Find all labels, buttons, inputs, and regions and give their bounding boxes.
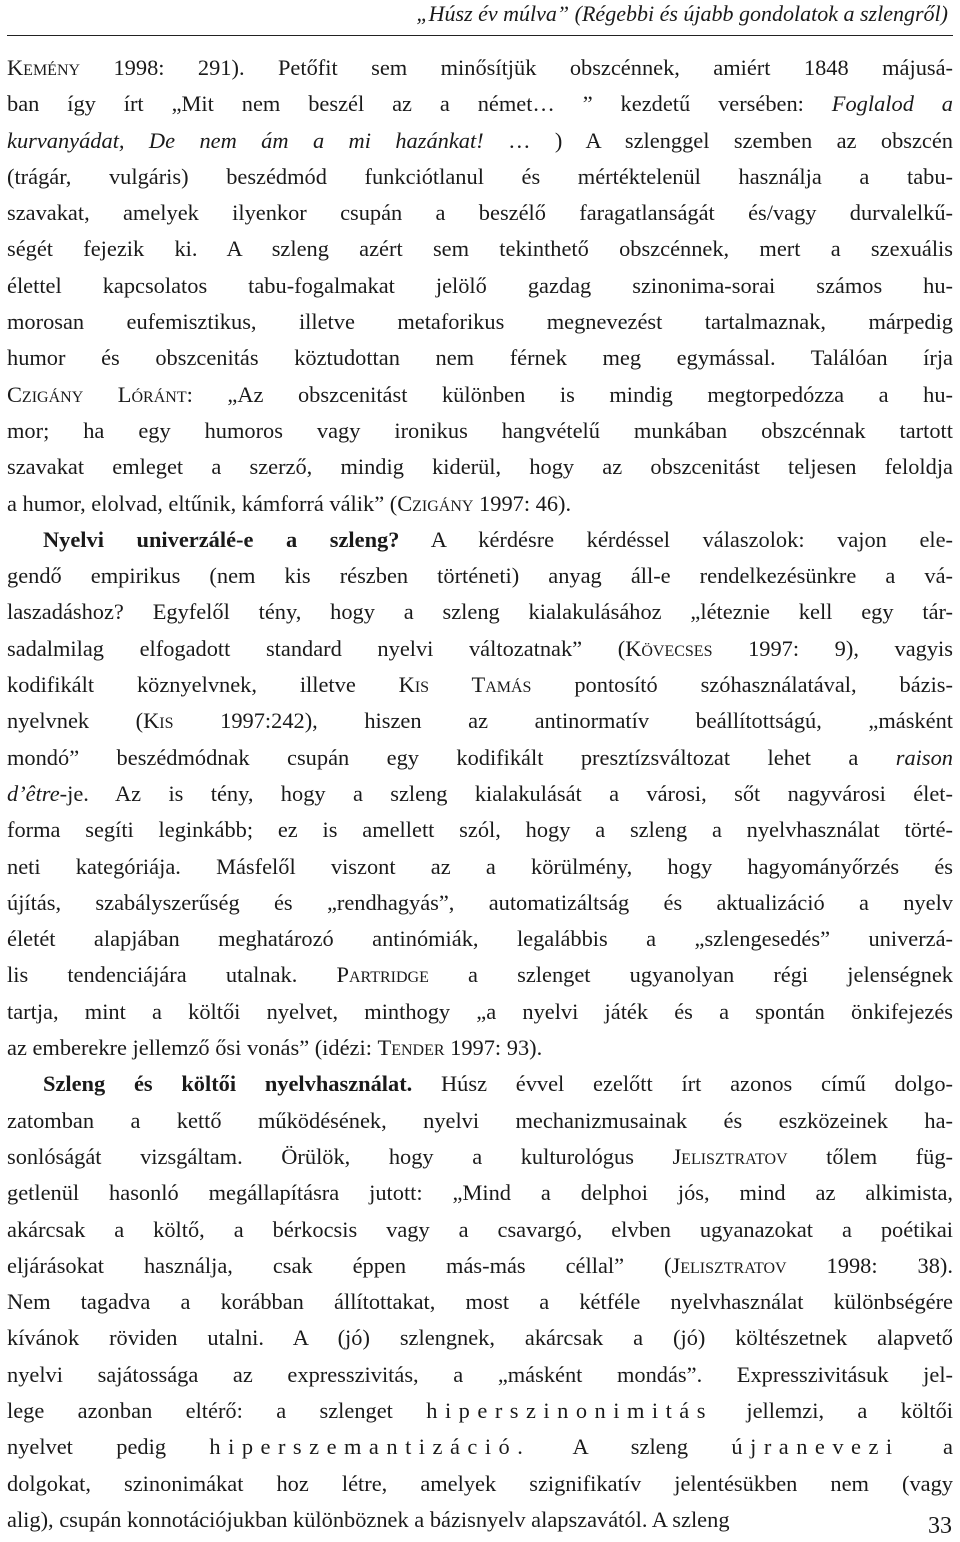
text-line: dolgokat, szinonimákat hoz létre, amelyek szignifikatív jelentésükben nem (vagy bbox=[7, 1470, 953, 1496]
text-line: mondó” beszédmódnak csupán egy kodifikált presztízsváltozat lehet a raison bbox=[7, 744, 953, 770]
text-line: lege azonban eltérő: a szlenget hiperszinonimitás jellemzi, a költői bbox=[7, 1397, 953, 1423]
text-line: Czigány Lóránt: „Az obszcenitást különben is mindig megtorpedózza a hu- bbox=[7, 381, 953, 407]
text-line: Nem tagadva a korábban állítottakat, most a kétféle nyelvhasználat különbségére bbox=[7, 1289, 953, 1315]
text-line: eljárásokat használja, csak éppen más-más céllal” (Jelisztratov 1998: 38). bbox=[7, 1252, 953, 1278]
text-line: lis tendenciájára utalnak. Partridge a szlenget ugyanolyan régi jelenségnek bbox=[7, 962, 953, 988]
text-line: ségét fejezik ki. A szleng azért sem tekinthető obszcénnek, mert a szexuális bbox=[7, 236, 953, 262]
text-line: tartja, mint a költői nyelvet, minthogy „a nyelvi játék és a spontán önkifejezés bbox=[7, 998, 953, 1024]
text-line: gendő empirikus (nem kis részben történeti) anyag áll-e rendelkezésünkre a vá- bbox=[7, 563, 953, 589]
text-line: alig), csupán konnotációjukban különböznek a bázisnyelv alapszavától. A szleng bbox=[7, 1506, 730, 1532]
text-line: sadalmilag elfogadott standard nyelvi változatnak” (Kövecses 1997: 9), vagyis bbox=[7, 635, 953, 661]
header-divider bbox=[7, 35, 953, 36]
text-line: d’être-je. Az is tény, hogy a szleng kialakulását a városi, sőt nagyvárosi élet- bbox=[7, 780, 953, 806]
text-line: újítás, szabályszerűség és „rendhagyás”, automatizáltság és aktualizáció a nyelv bbox=[7, 889, 953, 915]
text-line: forma segíti leginkább; ez is amellett szól, hogy a szleng a nyelvhasználat törté- bbox=[7, 817, 953, 843]
text-line: ban így írt „Mit nem beszél az a német… ” kezdetű versében: Foglalod a bbox=[7, 91, 953, 117]
text-line: nyelvnek (Kis 1997:242), hiszen az antinormatív beállítottságú, „másként bbox=[7, 708, 953, 734]
text-line: kívánok röviden utalni. A (jó) szlengnek, akárcsak a (jó) költészetnek alapvető bbox=[7, 1325, 953, 1351]
text-line: a humor, elolvad, eltűnik, kámforrá válik” (Czigány 1997: 46). bbox=[7, 490, 572, 516]
text-line: neti kategóriája. Másfelől viszont az a körülmény, hogy hagyományőrzés és bbox=[7, 853, 953, 879]
text-line: akárcsak a költő, a bérkocsis vagy a csavargó, elvben ugyanazokat a poétikai bbox=[7, 1216, 953, 1242]
text-line: nyelvet pedig hiperszemantizáció. A szleng újranevezi a bbox=[7, 1434, 953, 1460]
text-line: kodifikált köznyelvnek, illetve Kis Tamás pontosító szóhasználatával, bázis- bbox=[7, 672, 953, 698]
text-line: kurvanyádat, De nem ám a mi hazánkat! … ) A szlenggel szemben az obszcén bbox=[7, 127, 953, 153]
running-header: „Húsz év múlva” (Régebbi és újabb gondolatok a szlengről) bbox=[416, 1, 948, 26]
text-line: nyelvi sajátossága az expresszivitás, a „másként mondás”. Expresszivitásuk jel- bbox=[7, 1361, 953, 1387]
text-line: humor és obszcenitás köztudottan nem férnek meg egymással. Találóan írja bbox=[7, 345, 953, 371]
text-line: getlenül hasonló megállapításra jutott: „Mind a delphoi jós, mind az alkimista, bbox=[7, 1180, 953, 1206]
text-line: morosan eufemisztikus, illetve metaforikus megnevezést tartalmaznak, márpedig bbox=[7, 309, 953, 335]
text-line: Nyelvi univerzálé-e a szleng? A kérdésre kérdéssel válaszolok: vajon ele- bbox=[43, 526, 953, 552]
text-line: az emberekre jellemző ősi vonás” (idézi: Tender 1997: 93). bbox=[7, 1035, 543, 1061]
text-line: szavakat emleget a szerző, mindig kiderül, hogy az obszcenitást teljesen feloldja bbox=[7, 454, 953, 480]
body-text bbox=[7, 50, 953, 1538]
text-line: életét alapjában meghatározó antinómiák, legalábbis a „szlengesedés” univerzá- bbox=[7, 926, 953, 952]
text-line: (trágár, vulgáris) beszédmód funkciótlanul és mértéktelenül használja a tabu- bbox=[7, 163, 953, 189]
text-line: sonlóságát vizsgáltam. Örülök, hogy a kulturológus Jelisztratov tőlem füg- bbox=[7, 1143, 953, 1169]
page-number: 33 bbox=[928, 1513, 952, 1539]
text-line: Szleng és költői nyelvhasználat. Húsz évvel ezelőtt írt azonos című dolgo- bbox=[43, 1071, 953, 1097]
text-line: zatomban a kettő működésének, nyelvi mechanizmusainak és eszközeinek ha- bbox=[7, 1107, 953, 1133]
text-line: szavakat, amelyek ilyenkor csupán a beszélő faragatlanságát és/vagy durvalelkű- bbox=[7, 200, 953, 226]
text-line: laszadáshoz? Egyfelől tény, hogy a szleng kialakulásához „léteznie kell egy tár- bbox=[7, 599, 953, 625]
text-line: élettel kapcsolatos tabu-fogalmakat jelölő gazdag szinonima-sorai számos hu- bbox=[7, 272, 953, 298]
text-line: mor; ha egy humoros vagy ironikus hangvételű munkában obszcénnak tartott bbox=[7, 417, 953, 443]
text-line: Kemény 1998: 291). Petőfit sem minősítjük obszcénnek, amiért 1848 májusá- bbox=[7, 55, 953, 80]
